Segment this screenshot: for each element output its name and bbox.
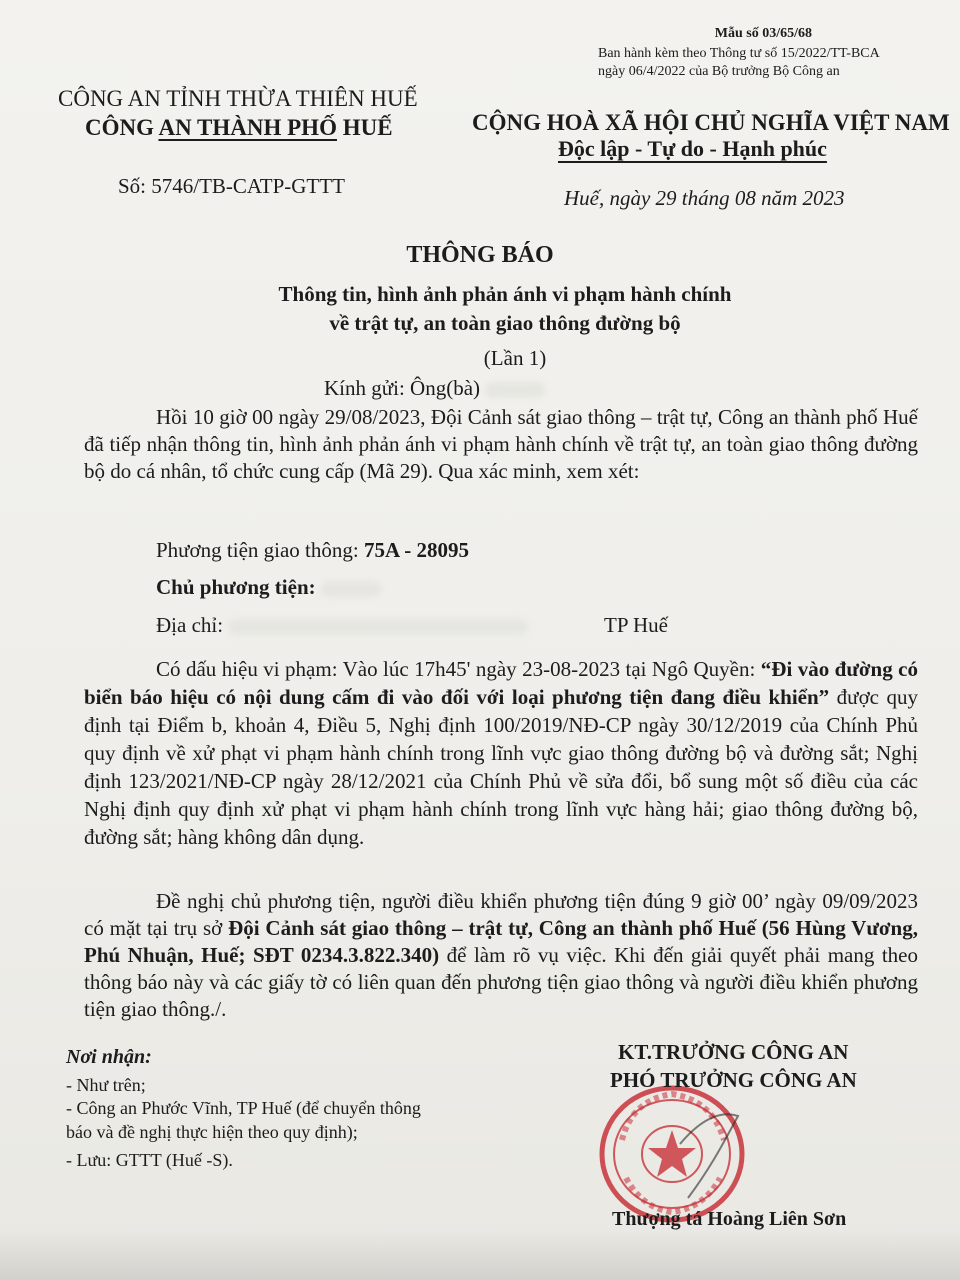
page-shadow [0,1230,960,1280]
owner-line: Chủ phương tiện: [156,575,381,600]
signature-title-2: PHÓ TRƯỞNG CÔNG AN [610,1068,857,1092]
vehicle-plate: 75A - 28095 [363,538,469,562]
recipient-item: - Như trên; [66,1075,146,1095]
document-subtitle-1: Thông tin, hình ảnh phản ánh vi phạm hành chính [278,282,732,306]
recipient-item: - Công an Phước Vĩnh, TP Huế (để chuyển thông [66,1098,421,1118]
address-city: TP Huế [604,613,668,637]
place-date: Huế, ngày 29 tháng 08 năm 2023 [564,186,845,210]
signature-title-1: KT.TRƯỞNG CÔNG AN [618,1040,849,1064]
form-issued-line2: ngày 06/4/2022 của Bộ trưởng Bộ Công an [598,64,840,79]
redacted-owner [321,581,381,597]
notice-count: (Lần 1) [483,346,547,370]
agency-name: CÔNG AN THÀNH PHỐ HUẾ [85,115,393,140]
vehicle-line: Phương tiện giao thông: 75A - 28095 [156,538,469,562]
recipient-item: báo và đề nghị thực hiện theo quy định); [66,1122,358,1142]
redacted-address [228,619,528,635]
address-line: Địa chỉ: [156,613,528,638]
form-issued-line1: Ban hành kèm theo Thông tư số 15/2022/TT-BCA [598,46,880,61]
agency-parent: CÔNG AN TỈNH THỪA THIÊN HUẾ [58,86,418,111]
intro-paragraph: Hồi 10 giờ 00 ngày 29/08/2023, Đội Cảnh sát giao thông – trật tự, Công an thành phố Huế đã tiếp nhận thông tin, hình ảnh phản ánh vi phạm hành chính về trật tự, an toàn giao thông đường bộ do cá nhân, tổ chức cung cấp (Mã 29). Qua xác minh, xem xét: [84,405,918,483]
document-title: THÔNG BÁO [406,242,554,268]
form-number: Mẫu số 03/65/68 [714,26,812,41]
recipients-title: Nơi nhận: [66,1046,152,1068]
request-location: Đội Cảnh sát giao thông – trật tự, Công an thành phố Huế (56 Hùng Vương, Phú Nhuận, Huế; SĐT 0234.3.822.340) [84,916,918,967]
redacted-name [485,382,545,398]
addressee-line [324,376,545,401]
violation-paragraph: Có dấu hiệu vi phạm: Vào lúc 17h45' ngày 23-08-2023 tại Ngô Quyền: “Đi vào đường có biển báo hiệu có nội dung cấm đi vào đối với loại phương tiện đang điều khiển” được quy định tại Điểm b, khoản 4, Điều 5, Nghị định 100/2019/NĐ-CP ngày 30/12/2019 của Chính Phủ quy định về xử phạt vi phạm hành chính trong lĩnh vực giao thông đường bộ và đường sắt; Nghị định 123/2021/NĐ-CP ngày 28/12/2021 của Chính Phủ về sửa đổi, bổ sung một số điều của các Nghị định quy định xử phạt vi phạm hành chính trong lĩnh vực hàng hải; giao thông đường bộ, đường sắt; hàng không dân dụng. [84,657,918,849]
recipient-item: - Lưu: GTTT (Huế -S). [66,1150,233,1170]
national-motto: Độc lập - Tự do - Hạnh phúc [558,136,827,161]
document-number: Số: 5746/TB-CATP-GTTT [118,174,345,198]
signer-name: Thượng tá Hoàng Liên Sơn [612,1208,847,1230]
national-title: CỘNG HOÀ XÃ HỘI CHỦ NGHĨA VIỆT NAM [472,110,950,135]
addressee-label: Kính gửi: Ông(bà) [324,376,481,400]
violation-description: “Đi vào đường có biển báo hiệu có nội dung cấm đi vào đối với loại phương tiện đang điều khiển” [84,657,918,709]
request-paragraph: Đề nghị chủ phương tiện, người điều khiển phương tiện đúng 9 giờ 00’ ngày 09/09/2023 có mặt tại trụ sở Đội Cảnh sát giao thông – trật tự, Công an thành phố Huế (56 Hùng Vương, Phú Nhuận, Huế; SĐT 0234.3.822.340) để làm rõ vụ việc. Khi đến giải quyết phải mang theo thông báo này và các giấy tờ có liên quan đến phương tiện giao thông và người điều khiển phương tiện giao thông./. [84,889,919,1021]
document-subtitle-2: về trật tự, an toàn giao thông đường bộ [329,311,681,335]
